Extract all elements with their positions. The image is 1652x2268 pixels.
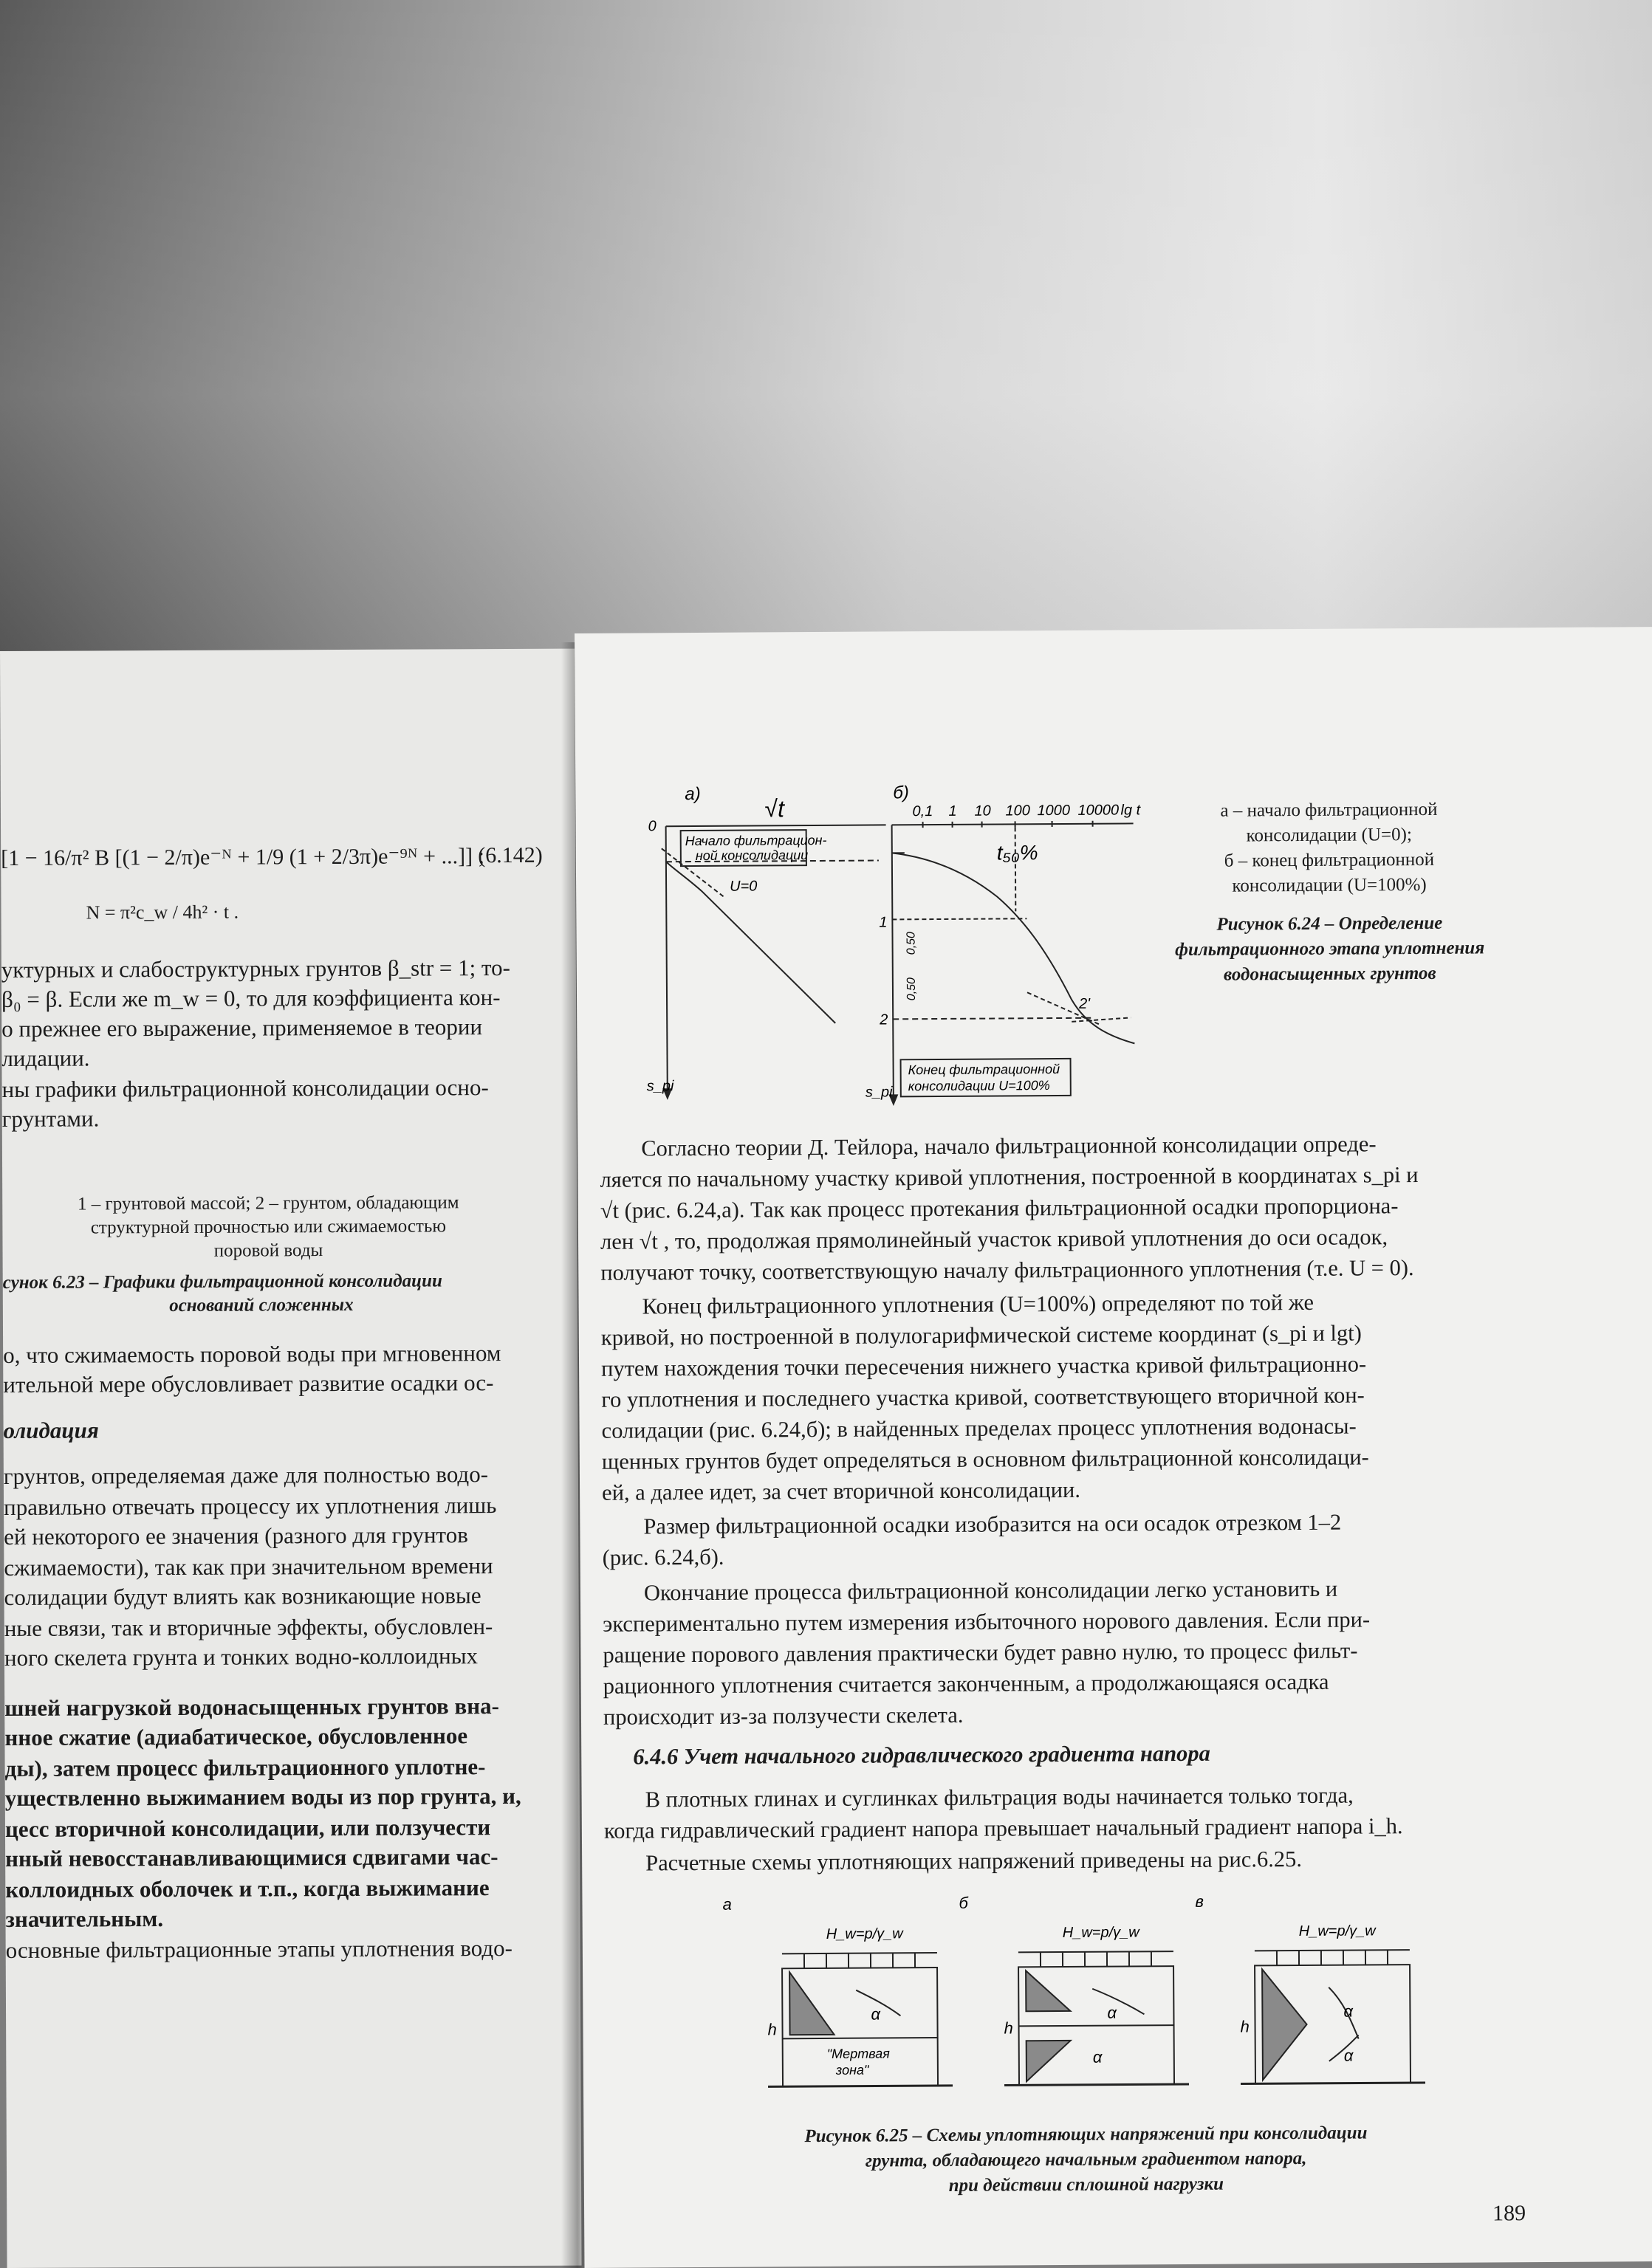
fig25-title-line: грунта, обладающего начальным градиентом напора, bbox=[865, 2148, 1307, 2171]
fig25-h: h bbox=[1004, 2018, 1013, 2038]
formula-number: (6.142) bbox=[478, 842, 543, 868]
para2-line: солидации (рис. 6.24,б); в найденных пределах процесс уплотнения водонасы- bbox=[601, 1413, 1357, 1443]
left-line: сжимаемости), так как при значительном времени bbox=[4, 1553, 493, 1581]
left-line: ного скелета грунта и тонких водно-коллоидных bbox=[4, 1643, 479, 1671]
fig24-start-box-line: ной консолидации bbox=[695, 848, 809, 864]
left-page bbox=[0, 649, 582, 2268]
figure-6-24 bbox=[612, 777, 1146, 1120]
section-heading: 6.4.6 Учет начального гидравлического градиента напора bbox=[633, 1740, 1210, 1770]
formula-main: [1 − 16/π² B [(1 − 2/π)e⁻ᴺ + 1/9 (1 + 2/3π)e⁻⁹ᴺ + ...]] ; bbox=[1, 844, 484, 870]
fig25-alpha: α bbox=[871, 2004, 881, 2024]
left-line: уществленно выжиманием воды из пор грунта, и, bbox=[4, 1782, 521, 1811]
scanner-background bbox=[0, 0, 1652, 657]
right-page bbox=[575, 627, 1652, 2268]
left-line: основные фильтрационные этапы уплотнения водо- bbox=[5, 1934, 513, 1963]
fig25-hw-v: H_w=p/γ_w bbox=[1298, 1922, 1376, 1940]
fig24-t50: t₅₀% bbox=[996, 841, 1038, 865]
left-line: нное сжатие (адиабатическое, обусловленное bbox=[4, 1722, 468, 1750]
left-line: ительной мере обусловливает развитие осадки ос- bbox=[3, 1370, 494, 1398]
fig23-title-line: сунок 6.23 – Графики фильтрационной консолидации bbox=[2, 1271, 442, 1293]
fig24-legend-line: консолидации (U=0); bbox=[1246, 825, 1412, 846]
para2-line: путем нахождения точки пересечения нижнего участка кривой фильтрационно- bbox=[600, 1351, 1367, 1381]
left-line: грунтов, определяемая даже для полностью водо- bbox=[3, 1461, 489, 1489]
fig24-point-2: 2 bbox=[880, 1011, 888, 1028]
fig25-alpha: α bbox=[1092, 2047, 1103, 2066]
fig25-alpha: α bbox=[1343, 2001, 1354, 2021]
fig24-log-axis-label: lg t bbox=[1120, 802, 1141, 819]
fig24-tick: 10 bbox=[974, 803, 991, 819]
fig24-spi-a: s_pi bbox=[646, 1078, 674, 1095]
fig24-u0: U=0 bbox=[730, 878, 758, 895]
fig24-spi-b: s_pi bbox=[865, 1084, 893, 1101]
fig24-sqrt-t: √t bbox=[764, 795, 785, 822]
left-line: правильно отвечать процессу их уплотнения лишь bbox=[3, 1492, 497, 1520]
fig24-start-box-line: Начало фильтрацион- bbox=[685, 832, 827, 849]
fig24-point-1: 1 bbox=[879, 914, 888, 931]
fig25-h: h bbox=[1240, 2017, 1250, 2036]
left-line: ды), затем процесс фильтрационного уплотне- bbox=[4, 1753, 486, 1781]
fig24-legend-line: а – начало фильтрационной bbox=[1220, 799, 1438, 821]
left-line: о, что сжимаемость поровой воды при мгновенном bbox=[3, 1340, 501, 1368]
fig25-dead-zone-line: "Мертвая bbox=[826, 2046, 890, 2061]
fig24-legend-line: консолидации (U=100%) bbox=[1232, 874, 1427, 896]
fig24-panel-b: б) bbox=[893, 783, 909, 803]
fig24-half-lower: 0,50 bbox=[905, 977, 919, 1001]
fig25-label-a: а bbox=[722, 1894, 732, 1914]
fig25-alpha: α bbox=[1343, 2046, 1354, 2065]
fig25-hw-a: H_w=p/γ_w bbox=[826, 1925, 903, 1942]
fig24-tick: 1 bbox=[948, 803, 957, 819]
fig23-title-line: оснований сложенных bbox=[169, 1294, 354, 1316]
para4-line: Окончание процесса фильтрационной консолидации легко установить и bbox=[643, 1575, 1338, 1606]
para5-line: когда гидравлический градиент напора превышает начальный градиент напора i_h. bbox=[603, 1813, 1403, 1843]
left-line: коллоидных оболочек и т.п., когда выжимание bbox=[5, 1874, 490, 1903]
left-line: ные связи, так и вторичные эффекты, обусловлен- bbox=[4, 1613, 493, 1641]
fig23-caption-line: структурной прочностью или сжимаемостью bbox=[90, 1216, 447, 1238]
para4-line: рационного уплотнения считается законченным, а продолжающаяся осадка bbox=[603, 1669, 1329, 1699]
fig24-title-line: фильтрационного этапа уплотнения bbox=[1174, 938, 1485, 961]
para2-line: ей, а далее идет, за счет вторичной консолидации. bbox=[602, 1477, 1081, 1505]
fig23-caption-line: поровой воды bbox=[213, 1240, 323, 1261]
left-line: уктурных и слабоструктурных грунтов β_str = 1; то- bbox=[1, 954, 511, 983]
left-line: цесс вторичной консолидации, или ползучести bbox=[4, 1814, 491, 1842]
left-line: β₀ = β. Если же m_w = 0, то для коэффициента кон- bbox=[1, 984, 501, 1012]
left-line: грунтами. bbox=[1, 1105, 100, 1132]
fig25-h: h bbox=[767, 2020, 777, 2039]
para1-line: Согласно теории Д. Тейлора, начало фильтрационной консолидации опреде- bbox=[641, 1131, 1377, 1161]
para5-line: В плотных глинах и суглинках фильтрация воды начинается только тогда, bbox=[645, 1782, 1354, 1812]
para2-line: щенных грунтов будет определяться в основном фильтрационной консолидаци- bbox=[601, 1444, 1369, 1474]
page-number: 189 bbox=[1492, 2201, 1526, 2226]
fig24-tick: 10000 bbox=[1077, 802, 1120, 819]
para4-line: экспериментально путем измерения избыточного норового давления. Если при- bbox=[603, 1606, 1371, 1637]
fig24-title-line: водонасыщенных грунтов bbox=[1223, 963, 1436, 985]
para3-line: Размер фильтрационной осадки изобразится на оси осадок отрезком 1–2 bbox=[643, 1509, 1342, 1539]
fig25-label-v: в bbox=[1195, 1891, 1204, 1911]
left-line: лидации. bbox=[1, 1045, 90, 1071]
fig24-legend-line: б – конец фильтрационной bbox=[1224, 849, 1435, 871]
fig25-hw-b: H_w=p/γ_w bbox=[1062, 1924, 1139, 1941]
fig24-tick: 100 bbox=[1005, 803, 1030, 819]
left-subheading: олидация bbox=[3, 1417, 99, 1443]
fig25-label-b: б bbox=[959, 1893, 968, 1912]
left-line: о прежнее его выражение, применяемое в теории bbox=[1, 1014, 483, 1042]
left-line: ны графики фильтрационной консолидации осно- bbox=[1, 1074, 489, 1102]
fig25-title-line: при действии сплошной нагрузки bbox=[948, 2174, 1224, 2196]
fig25-dead-zone-line: зона" bbox=[835, 2062, 869, 2078]
para6-line: Расчетные схемы уплотняющих напряжений приведены на рис.6.25. bbox=[645, 1846, 1303, 1876]
left-line: ей некоторого ее значения (разного для грунтов bbox=[4, 1522, 468, 1550]
left-line: шней нагрузкой водонасыщенных грунтов вна- bbox=[4, 1693, 500, 1721]
para1-line: получают точку, соответствующую началу фильтрационного уплотнения (т.е. U = 0). bbox=[600, 1255, 1414, 1285]
fig24-tick: 1000 bbox=[1037, 802, 1071, 819]
fig24-end-box-line: Конец фильтрационной bbox=[908, 1061, 1060, 1078]
left-line: солидации будут влиять как возникающие новые bbox=[4, 1582, 481, 1610]
para2-line: кривой, но построенной в полулогарифмической системе координат (s_pi и lgt) bbox=[600, 1320, 1362, 1350]
left-line: значительным. bbox=[5, 1906, 164, 1932]
fig24-end-box-line: консолидации U=100% bbox=[908, 1078, 1050, 1094]
para2-line: Конец фильтрационного уплотнения (U=100%) определяют по той же bbox=[642, 1289, 1315, 1319]
para1-line: √t (рис. 6.24,а). Так как процесс протекания фильтрационной осадки пропорциона- bbox=[600, 1193, 1399, 1223]
para4-line: происходит из-за ползучести скелета. bbox=[603, 1702, 964, 1730]
fig24-half-upper: 0,50 bbox=[905, 932, 918, 955]
fig24-title-line: Рисунок 6.24 – Определение bbox=[1216, 913, 1443, 935]
fig25-alpha: α bbox=[1107, 2003, 1117, 2022]
para2-line: го уплотнения и последнего участка кривой, соответствующего вторичной кон- bbox=[601, 1382, 1365, 1412]
para4-line: ращение порового давления практически будет равно нулю, то процесс фильт- bbox=[603, 1638, 1358, 1668]
fig24-origin: 0 bbox=[648, 818, 657, 835]
fig24-panel-a: а) bbox=[685, 783, 701, 805]
fig24-point-2prime: 2' bbox=[1079, 995, 1091, 1012]
fig23-caption-line: 1 – грунтовой массой; 2 – грунтом, обладающим bbox=[77, 1192, 459, 1214]
para1-line: лен √t , то, продолжая прямолинейный участок кривой уплотнения до оси осадок, bbox=[600, 1224, 1388, 1254]
formula-6-142 bbox=[1, 843, 484, 871]
figure-6-25 bbox=[707, 1883, 1462, 2117]
fig25-title-line: Рисунок 6.25 – Схемы уплотняющих напряжений при консолидации bbox=[804, 2123, 1368, 2147]
para1-line: ляется по начальному участку кривой уплотнения, построенной в координатах s_pi и bbox=[600, 1162, 1419, 1192]
fig24-tick: 0,1 bbox=[912, 803, 933, 820]
formula-n: N = π²c_w / 4h² · t . bbox=[86, 901, 239, 924]
left-line: нный невосстанавливающимися сдвигами час- bbox=[5, 1843, 498, 1872]
para3-line: (рис. 6.24,б). bbox=[602, 1544, 724, 1570]
